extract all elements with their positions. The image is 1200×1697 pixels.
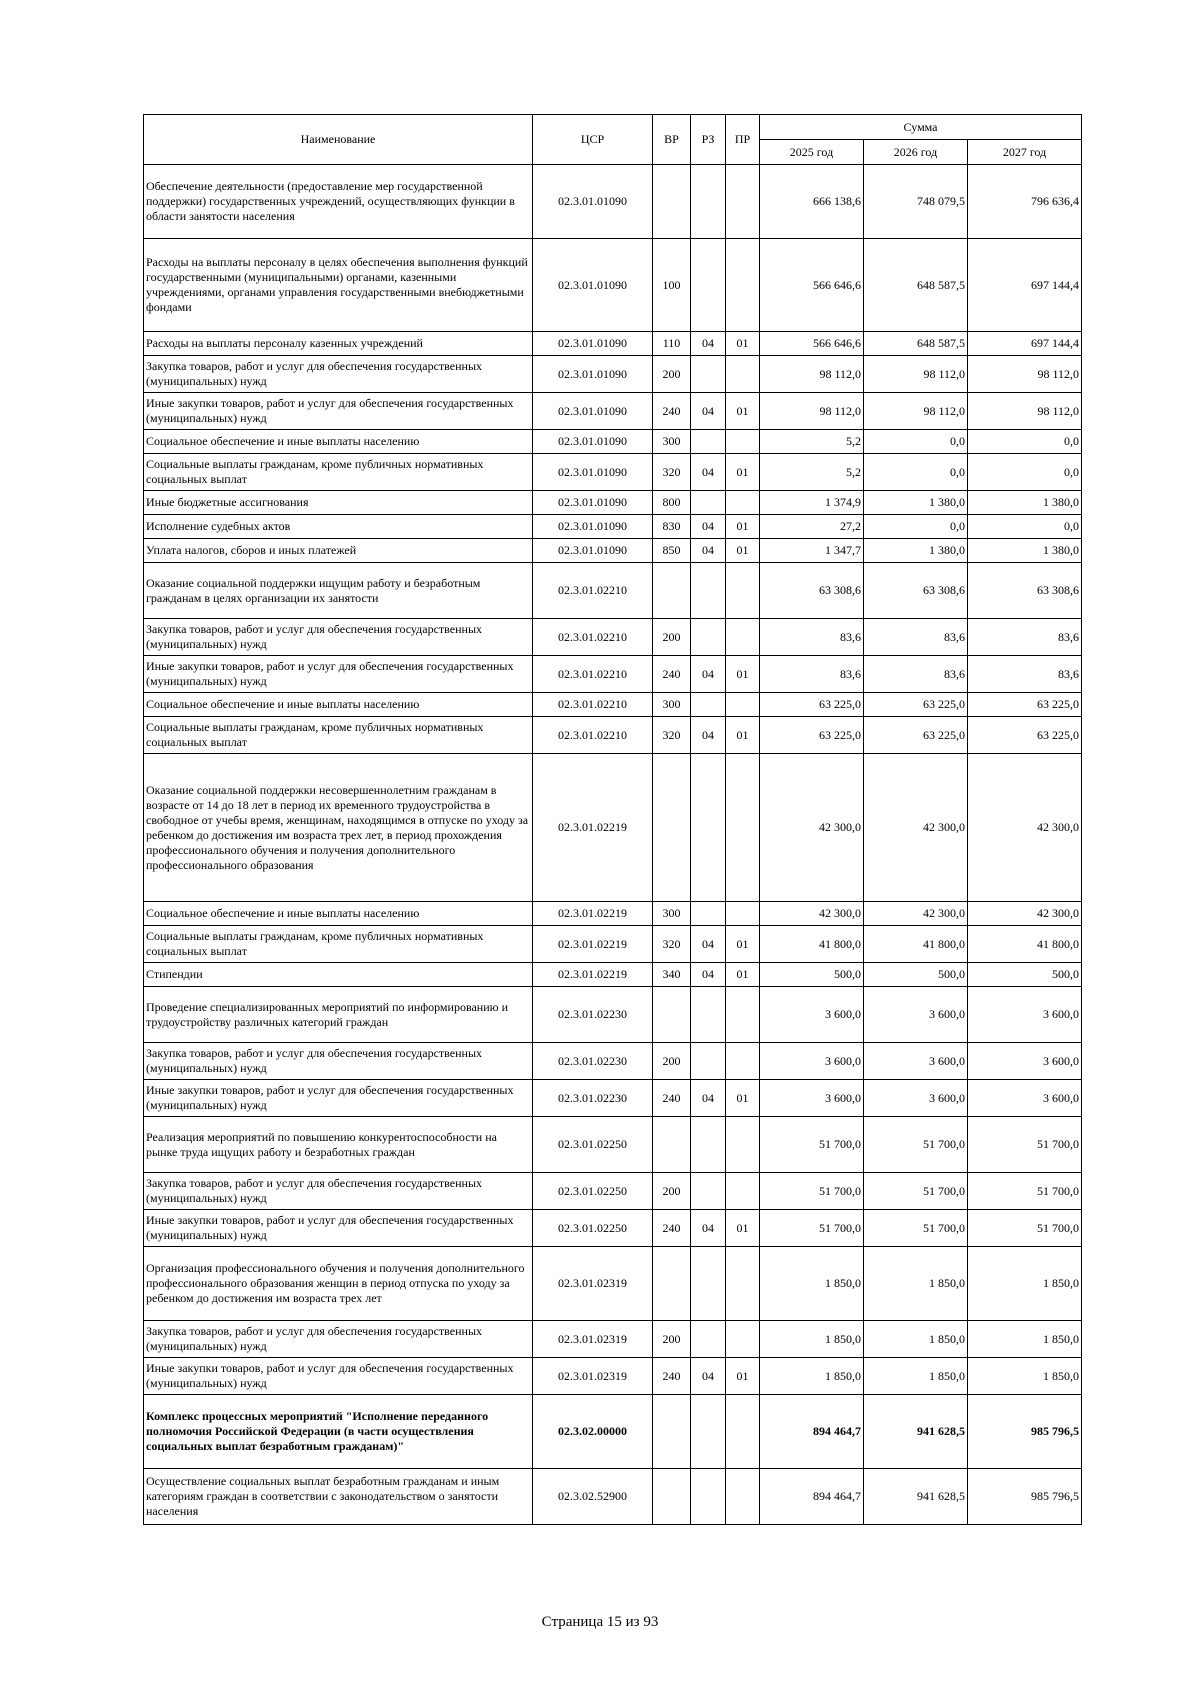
row-pr: 01 bbox=[726, 717, 760, 754]
row-csr: 02.3.01.02319 bbox=[533, 1247, 653, 1321]
row-rz bbox=[691, 491, 726, 515]
row-sum-2025: 666 138,6 bbox=[760, 165, 864, 239]
page-number: Страница 15 из 93 bbox=[541, 1614, 659, 1630]
row-sum-2027: 1 380,0 bbox=[968, 539, 1082, 563]
row-csr: 02.3.01.02230 bbox=[533, 1080, 653, 1117]
row-sum-2025: 894 464,7 bbox=[760, 1395, 864, 1469]
table-row bbox=[144, 1469, 1082, 1525]
row-sum-2026: 42 300,0 bbox=[864, 902, 968, 926]
row-vr: 240 bbox=[653, 1210, 691, 1247]
row-sum-2026: 3 600,0 bbox=[864, 1043, 968, 1080]
row-sum-2026: 63 308,6 bbox=[864, 563, 968, 619]
row-sum-2025: 51 700,0 bbox=[760, 1173, 864, 1210]
row-vr: 800 bbox=[653, 491, 691, 515]
row-name: Расходы на выплаты персоналу казенных учреждений bbox=[144, 332, 533, 356]
row-sum-2027: 63 225,0 bbox=[968, 717, 1082, 754]
row-pr: 01 bbox=[726, 332, 760, 356]
row-sum-2027: 51 700,0 bbox=[968, 1173, 1082, 1210]
row-pr bbox=[726, 239, 760, 332]
row-pr: 01 bbox=[726, 515, 760, 539]
row-sum-2026: 1 850,0 bbox=[864, 1247, 968, 1321]
row-sum-2025: 1 850,0 bbox=[760, 1358, 864, 1395]
table-row bbox=[144, 491, 1082, 515]
row-name: Уплата налогов, сборов и иных платежей bbox=[144, 539, 533, 563]
row-pr bbox=[726, 693, 760, 717]
row-vr: 300 bbox=[653, 430, 691, 454]
table-row bbox=[144, 454, 1082, 491]
row-name: Закупка товаров, работ и услуг для обеспечения государственных (муниципальных) нужд bbox=[144, 1043, 533, 1080]
row-rz bbox=[691, 619, 726, 656]
table-row bbox=[144, 926, 1082, 963]
row-csr: 02.3.01.01090 bbox=[533, 239, 653, 332]
row-rz bbox=[691, 902, 726, 926]
row-csr: 02.3.01.01090 bbox=[533, 165, 653, 239]
row-name: Социальное обеспечение и иные выплаты населению bbox=[144, 693, 533, 717]
row-pr: 01 bbox=[726, 393, 760, 430]
row-sum-2026: 83,6 bbox=[864, 619, 968, 656]
row-sum-2026: 648 587,5 bbox=[864, 239, 968, 332]
row-pr bbox=[726, 430, 760, 454]
row-name: Осуществление социальных выплат безработным гражданам и иным категориям граждан в соответствии с законодательством о занятости населения bbox=[144, 1469, 533, 1525]
row-sum-2026: 941 628,5 bbox=[864, 1395, 968, 1469]
row-name: Иные закупки товаров, работ и услуг для обеспечения государственных (муниципальных) нужд bbox=[144, 656, 533, 693]
row-sum-2027: 1 380,0 bbox=[968, 491, 1082, 515]
row-pr: 01 bbox=[726, 1080, 760, 1117]
row-csr: 02.3.01.01090 bbox=[533, 454, 653, 491]
row-sum-2025: 5,2 bbox=[760, 430, 864, 454]
row-sum-2025: 566 646,6 bbox=[760, 239, 864, 332]
row-sum-2026: 41 800,0 bbox=[864, 926, 968, 963]
row-rz bbox=[691, 356, 726, 393]
row-rz: 04 bbox=[691, 963, 726, 987]
row-sum-2026: 3 600,0 bbox=[864, 1080, 968, 1117]
row-sum-2027: 697 144,4 bbox=[968, 332, 1082, 356]
row-sum-2027: 697 144,4 bbox=[968, 239, 1082, 332]
row-name: Социальные выплаты гражданам, кроме публичных нормативных социальных выплат bbox=[144, 717, 533, 754]
row-vr bbox=[653, 754, 691, 902]
row-vr: 320 bbox=[653, 717, 691, 754]
row-csr: 02.3.01.02250 bbox=[533, 1173, 653, 1210]
table-row bbox=[144, 754, 1082, 902]
row-vr: 340 bbox=[653, 963, 691, 987]
row-csr: 02.3.01.02219 bbox=[533, 754, 653, 902]
row-vr: 240 bbox=[653, 1358, 691, 1395]
header-pr: ПР bbox=[726, 115, 760, 165]
row-rz: 04 bbox=[691, 656, 726, 693]
row-sum-2027: 42 300,0 bbox=[968, 902, 1082, 926]
table-row bbox=[144, 1395, 1082, 1469]
table-row bbox=[144, 693, 1082, 717]
row-csr: 02.3.01.02210 bbox=[533, 717, 653, 754]
row-sum-2027: 83,6 bbox=[968, 656, 1082, 693]
row-vr: 200 bbox=[653, 356, 691, 393]
row-sum-2025: 27,2 bbox=[760, 515, 864, 539]
row-sum-2027: 0,0 bbox=[968, 454, 1082, 491]
row-sum-2025: 83,6 bbox=[760, 656, 864, 693]
row-pr bbox=[726, 563, 760, 619]
row-sum-2026: 0,0 bbox=[864, 454, 968, 491]
row-csr: 02.3.01.02319 bbox=[533, 1358, 653, 1395]
row-pr bbox=[726, 1043, 760, 1080]
row-sum-2027: 98 112,0 bbox=[968, 356, 1082, 393]
row-csr: 02.3.01.02219 bbox=[533, 926, 653, 963]
row-csr: 02.3.01.02210 bbox=[533, 619, 653, 656]
row-csr: 02.3.01.02230 bbox=[533, 1043, 653, 1080]
table-row bbox=[144, 619, 1082, 656]
row-pr: 01 bbox=[726, 963, 760, 987]
budget-table bbox=[143, 114, 1082, 1525]
row-name: Оказание социальной поддержки ищущим работу и безработным гражданам в целях организации их занятости bbox=[144, 563, 533, 619]
row-sum-2025: 63 225,0 bbox=[760, 717, 864, 754]
row-name: Расходы на выплаты персоналу в целях обеспечения выполнения функций государственными (муниципальными) органами, казенными учреждениями, органами управления государственными внебюджетными фондами bbox=[144, 239, 533, 332]
row-pr: 01 bbox=[726, 1358, 760, 1395]
row-sum-2025: 3 600,0 bbox=[760, 987, 864, 1043]
row-sum-2027: 796 636,4 bbox=[968, 165, 1082, 239]
table-row bbox=[144, 1117, 1082, 1173]
row-csr: 02.3.01.02250 bbox=[533, 1117, 653, 1173]
row-pr: 01 bbox=[726, 656, 760, 693]
row-rz bbox=[691, 987, 726, 1043]
row-vr bbox=[653, 1247, 691, 1321]
row-sum-2027: 0,0 bbox=[968, 430, 1082, 454]
row-vr: 300 bbox=[653, 902, 691, 926]
header-year-2027: 2027 год bbox=[968, 140, 1082, 165]
row-vr: 300 bbox=[653, 693, 691, 717]
header-csr: ЦСР bbox=[533, 115, 653, 165]
row-name: Закупка товаров, работ и услуг для обеспечения государственных (муниципальных) нужд bbox=[144, 1321, 533, 1358]
row-csr: 02.3.01.02230 bbox=[533, 987, 653, 1043]
row-name: Организация профессионального обучения и получения дополнительного профессионального образования женщин в период отпуска по уходу за ребенком до достижения им возраста трех лет bbox=[144, 1247, 533, 1321]
row-sum-2027: 42 300,0 bbox=[968, 754, 1082, 902]
row-vr: 110 bbox=[653, 332, 691, 356]
row-sum-2027: 3 600,0 bbox=[968, 987, 1082, 1043]
row-sum-2027: 985 796,5 bbox=[968, 1469, 1082, 1525]
row-sum-2025: 42 300,0 bbox=[760, 754, 864, 902]
row-vr bbox=[653, 1117, 691, 1173]
row-vr bbox=[653, 987, 691, 1043]
row-vr: 240 bbox=[653, 1080, 691, 1117]
row-pr bbox=[726, 902, 760, 926]
row-csr: 02.3.01.01090 bbox=[533, 356, 653, 393]
row-rz: 04 bbox=[691, 393, 726, 430]
row-name: Закупка товаров, работ и услуг для обеспечения государственных (муниципальных) нужд bbox=[144, 619, 533, 656]
row-sum-2025: 566 646,6 bbox=[760, 332, 864, 356]
row-name: Стипендии bbox=[144, 963, 533, 987]
table-row bbox=[144, 717, 1082, 754]
row-rz bbox=[691, 1247, 726, 1321]
row-vr: 240 bbox=[653, 656, 691, 693]
row-pr: 01 bbox=[726, 539, 760, 563]
table-row bbox=[144, 1247, 1082, 1321]
header-rz: РЗ bbox=[691, 115, 726, 165]
row-sum-2026: 83,6 bbox=[864, 656, 968, 693]
header-year-2025: 2025 год bbox=[760, 140, 864, 165]
row-name: Исполнение судебных актов bbox=[144, 515, 533, 539]
row-vr: 240 bbox=[653, 393, 691, 430]
row-pr bbox=[726, 1117, 760, 1173]
table-header bbox=[144, 115, 1082, 165]
row-sum-2025: 98 112,0 bbox=[760, 356, 864, 393]
row-name: Реализация мероприятий по повышению конкурентоспособности на рынке труда ищущих работу и безработных граждан bbox=[144, 1117, 533, 1173]
row-vr: 200 bbox=[653, 1321, 691, 1358]
row-csr: 02.3.02.00000 bbox=[533, 1395, 653, 1469]
row-sum-2027: 500,0 bbox=[968, 963, 1082, 987]
table-row bbox=[144, 1043, 1082, 1080]
row-sum-2027: 98 112,0 bbox=[968, 393, 1082, 430]
table-row bbox=[144, 1358, 1082, 1395]
table-row bbox=[144, 393, 1082, 430]
row-sum-2027: 1 850,0 bbox=[968, 1358, 1082, 1395]
row-sum-2027: 51 700,0 bbox=[968, 1117, 1082, 1173]
row-sum-2027: 985 796,5 bbox=[968, 1395, 1082, 1469]
row-csr: 02.3.01.01090 bbox=[533, 430, 653, 454]
row-sum-2025: 1 850,0 bbox=[760, 1321, 864, 1358]
row-sum-2025: 83,6 bbox=[760, 619, 864, 656]
row-vr: 320 bbox=[653, 926, 691, 963]
row-csr: 02.3.01.01090 bbox=[533, 332, 653, 356]
row-csr: 02.3.01.02210 bbox=[533, 693, 653, 717]
row-rz bbox=[691, 1395, 726, 1469]
row-sum-2026: 0,0 bbox=[864, 430, 968, 454]
row-sum-2026: 0,0 bbox=[864, 515, 968, 539]
row-name: Иные закупки товаров, работ и услуг для обеспечения государственных (муниципальных) нужд bbox=[144, 1080, 533, 1117]
row-pr bbox=[726, 1247, 760, 1321]
row-vr: 320 bbox=[653, 454, 691, 491]
row-sum-2026: 63 225,0 bbox=[864, 717, 968, 754]
row-name: Иные бюджетные ассигнования bbox=[144, 491, 533, 515]
table-row bbox=[144, 430, 1082, 454]
table-row bbox=[144, 239, 1082, 332]
row-pr bbox=[726, 491, 760, 515]
row-vr: 200 bbox=[653, 619, 691, 656]
row-vr: 850 bbox=[653, 539, 691, 563]
row-rz: 04 bbox=[691, 1210, 726, 1247]
row-name: Закупка товаров, работ и услуг для обеспечения государственных (муниципальных) нужд bbox=[144, 1173, 533, 1210]
row-sum-2026: 1 380,0 bbox=[864, 539, 968, 563]
row-csr: 02.3.01.01090 bbox=[533, 491, 653, 515]
row-sum-2026: 63 225,0 bbox=[864, 693, 968, 717]
row-sum-2025: 1 374,9 bbox=[760, 491, 864, 515]
row-rz bbox=[691, 754, 726, 902]
row-csr: 02.3.02.52900 bbox=[533, 1469, 653, 1525]
row-sum-2027: 1 850,0 bbox=[968, 1247, 1082, 1321]
row-csr: 02.3.01.02219 bbox=[533, 902, 653, 926]
row-rz: 04 bbox=[691, 717, 726, 754]
row-sum-2026: 51 700,0 bbox=[864, 1210, 968, 1247]
table-row bbox=[144, 963, 1082, 987]
row-rz: 04 bbox=[691, 1080, 726, 1117]
row-rz bbox=[691, 165, 726, 239]
table-row bbox=[144, 515, 1082, 539]
row-sum-2025: 63 225,0 bbox=[760, 693, 864, 717]
table-row bbox=[144, 656, 1082, 693]
row-sum-2027: 0,0 bbox=[968, 515, 1082, 539]
row-sum-2026: 3 600,0 bbox=[864, 987, 968, 1043]
row-sum-2026: 500,0 bbox=[864, 963, 968, 987]
row-sum-2026: 1 850,0 bbox=[864, 1321, 968, 1358]
row-name: Иные закупки товаров, работ и услуг для обеспечения государственных (муниципальных) нужд bbox=[144, 1210, 533, 1247]
table-body bbox=[144, 165, 1082, 1525]
row-name: Социальные выплаты гражданам, кроме публичных нормативных социальных выплат bbox=[144, 454, 533, 491]
header-name: Наименование bbox=[144, 115, 533, 165]
row-pr bbox=[726, 1321, 760, 1358]
row-sum-2026: 98 112,0 bbox=[864, 356, 968, 393]
row-rz bbox=[691, 1469, 726, 1525]
row-csr: 02.3.01.01090 bbox=[533, 539, 653, 563]
row-sum-2026: 51 700,0 bbox=[864, 1173, 968, 1210]
table-row bbox=[144, 1080, 1082, 1117]
table-row bbox=[144, 165, 1082, 239]
row-name: Социальные выплаты гражданам, кроме публичных нормативных социальных выплат bbox=[144, 926, 533, 963]
row-csr: 02.3.01.02250 bbox=[533, 1210, 653, 1247]
row-pr: 01 bbox=[726, 1210, 760, 1247]
row-pr bbox=[726, 987, 760, 1043]
row-csr: 02.3.01.02210 bbox=[533, 656, 653, 693]
row-rz: 04 bbox=[691, 926, 726, 963]
row-vr: 200 bbox=[653, 1043, 691, 1080]
row-sum-2027: 41 800,0 bbox=[968, 926, 1082, 963]
row-csr: 02.3.01.01090 bbox=[533, 515, 653, 539]
row-pr bbox=[726, 1173, 760, 1210]
row-pr bbox=[726, 1395, 760, 1469]
row-rz: 04 bbox=[691, 1358, 726, 1395]
row-rz: 04 bbox=[691, 539, 726, 563]
table-row bbox=[144, 987, 1082, 1043]
row-sum-2025: 3 600,0 bbox=[760, 1043, 864, 1080]
row-vr bbox=[653, 1395, 691, 1469]
row-sum-2027: 63 308,6 bbox=[968, 563, 1082, 619]
row-name: Закупка товаров, работ и услуг для обеспечения государственных (муниципальных) нужд bbox=[144, 356, 533, 393]
row-vr bbox=[653, 165, 691, 239]
row-sum-2025: 1 850,0 bbox=[760, 1247, 864, 1321]
row-rz bbox=[691, 1321, 726, 1358]
row-rz: 04 bbox=[691, 515, 726, 539]
row-sum-2027: 51 700,0 bbox=[968, 1210, 1082, 1247]
row-rz: 04 bbox=[691, 332, 726, 356]
row-sum-2027: 3 600,0 bbox=[968, 1043, 1082, 1080]
table-row bbox=[144, 332, 1082, 356]
row-pr bbox=[726, 356, 760, 393]
row-sum-2025: 51 700,0 bbox=[760, 1117, 864, 1173]
row-csr: 02.3.01.02219 bbox=[533, 963, 653, 987]
row-rz bbox=[691, 430, 726, 454]
row-name: Социальное обеспечение и иные выплаты населению bbox=[144, 902, 533, 926]
row-pr: 01 bbox=[726, 926, 760, 963]
row-rz: 04 bbox=[691, 454, 726, 491]
row-vr: 200 bbox=[653, 1173, 691, 1210]
row-pr bbox=[726, 619, 760, 656]
table-row bbox=[144, 1210, 1082, 1247]
row-rz bbox=[691, 239, 726, 332]
row-sum-2026: 42 300,0 bbox=[864, 754, 968, 902]
row-sum-2025: 98 112,0 bbox=[760, 393, 864, 430]
row-pr bbox=[726, 754, 760, 902]
row-rz bbox=[691, 1043, 726, 1080]
row-name: Обеспечение деятельности (предоставление мер государственной поддержки) государственных учреждений, осуществляющих функции в области занятости населения bbox=[144, 165, 533, 239]
row-pr bbox=[726, 165, 760, 239]
row-name: Комплекс процессных мероприятий "Исполнение переданного полномочия Российской Федерации (в части осуществления социальных выплат безработным гражданам)" bbox=[144, 1395, 533, 1469]
row-vr bbox=[653, 563, 691, 619]
row-csr: 02.3.01.02319 bbox=[533, 1321, 653, 1358]
row-sum-2026: 98 112,0 bbox=[864, 393, 968, 430]
row-vr: 100 bbox=[653, 239, 691, 332]
row-sum-2026: 941 628,5 bbox=[864, 1469, 968, 1525]
row-sum-2026: 1 850,0 bbox=[864, 1358, 968, 1395]
row-pr bbox=[726, 1469, 760, 1525]
row-csr: 02.3.01.01090 bbox=[533, 393, 653, 430]
table-row bbox=[144, 1321, 1082, 1358]
table-row bbox=[144, 539, 1082, 563]
row-sum-2025: 63 308,6 bbox=[760, 563, 864, 619]
header-year-2026: 2026 год bbox=[864, 140, 968, 165]
row-rz bbox=[691, 693, 726, 717]
row-vr: 830 bbox=[653, 515, 691, 539]
row-name: Социальное обеспечение и иные выплаты населению bbox=[144, 430, 533, 454]
row-sum-2027: 63 225,0 bbox=[968, 693, 1082, 717]
row-sum-2025: 51 700,0 bbox=[760, 1210, 864, 1247]
row-csr: 02.3.01.02210 bbox=[533, 563, 653, 619]
header-vr: ВР bbox=[653, 115, 691, 165]
row-pr: 01 bbox=[726, 454, 760, 491]
table-row bbox=[144, 356, 1082, 393]
row-sum-2025: 41 800,0 bbox=[760, 926, 864, 963]
row-sum-2026: 748 079,5 bbox=[864, 165, 968, 239]
row-sum-2027: 83,6 bbox=[968, 619, 1082, 656]
row-sum-2026: 51 700,0 bbox=[864, 1117, 968, 1173]
table-row bbox=[144, 902, 1082, 926]
row-sum-2027: 3 600,0 bbox=[968, 1080, 1082, 1117]
row-sum-2027: 1 850,0 bbox=[968, 1321, 1082, 1358]
row-sum-2026: 1 380,0 bbox=[864, 491, 968, 515]
table-row bbox=[144, 1173, 1082, 1210]
row-sum-2026: 648 587,5 bbox=[864, 332, 968, 356]
row-sum-2025: 3 600,0 bbox=[760, 1080, 864, 1117]
row-name: Проведение специализированных мероприятий по информированию и трудоустройству различных категорий граждан bbox=[144, 987, 533, 1043]
row-vr bbox=[653, 1469, 691, 1525]
table-row bbox=[144, 563, 1082, 619]
row-sum-2025: 894 464,7 bbox=[760, 1469, 864, 1525]
row-sum-2025: 1 347,7 bbox=[760, 539, 864, 563]
header-sum: Сумма bbox=[760, 115, 1082, 140]
row-rz bbox=[691, 563, 726, 619]
row-sum-2025: 42 300,0 bbox=[760, 902, 864, 926]
row-sum-2025: 5,2 bbox=[760, 454, 864, 491]
row-sum-2025: 500,0 bbox=[760, 963, 864, 987]
row-name: Оказание социальной поддержки несовершеннолетним гражданам в возрасте от 14 до 18 лет в период их временного трудоустройства в свободное от учебы время, женщинам, находящимся в отпуске по уходу за ребенком до достижения им возраста трех лет, в период прохождения профессионального обучения и получения дополнительного профессионального образования bbox=[144, 754, 533, 902]
row-rz bbox=[691, 1173, 726, 1210]
row-name: Иные закупки товаров, работ и услуг для обеспечения государственных (муниципальных) нужд bbox=[144, 393, 533, 430]
row-rz bbox=[691, 1117, 726, 1173]
row-name: Иные закупки товаров, работ и услуг для обеспечения государственных (муниципальных) нужд bbox=[144, 1358, 533, 1395]
